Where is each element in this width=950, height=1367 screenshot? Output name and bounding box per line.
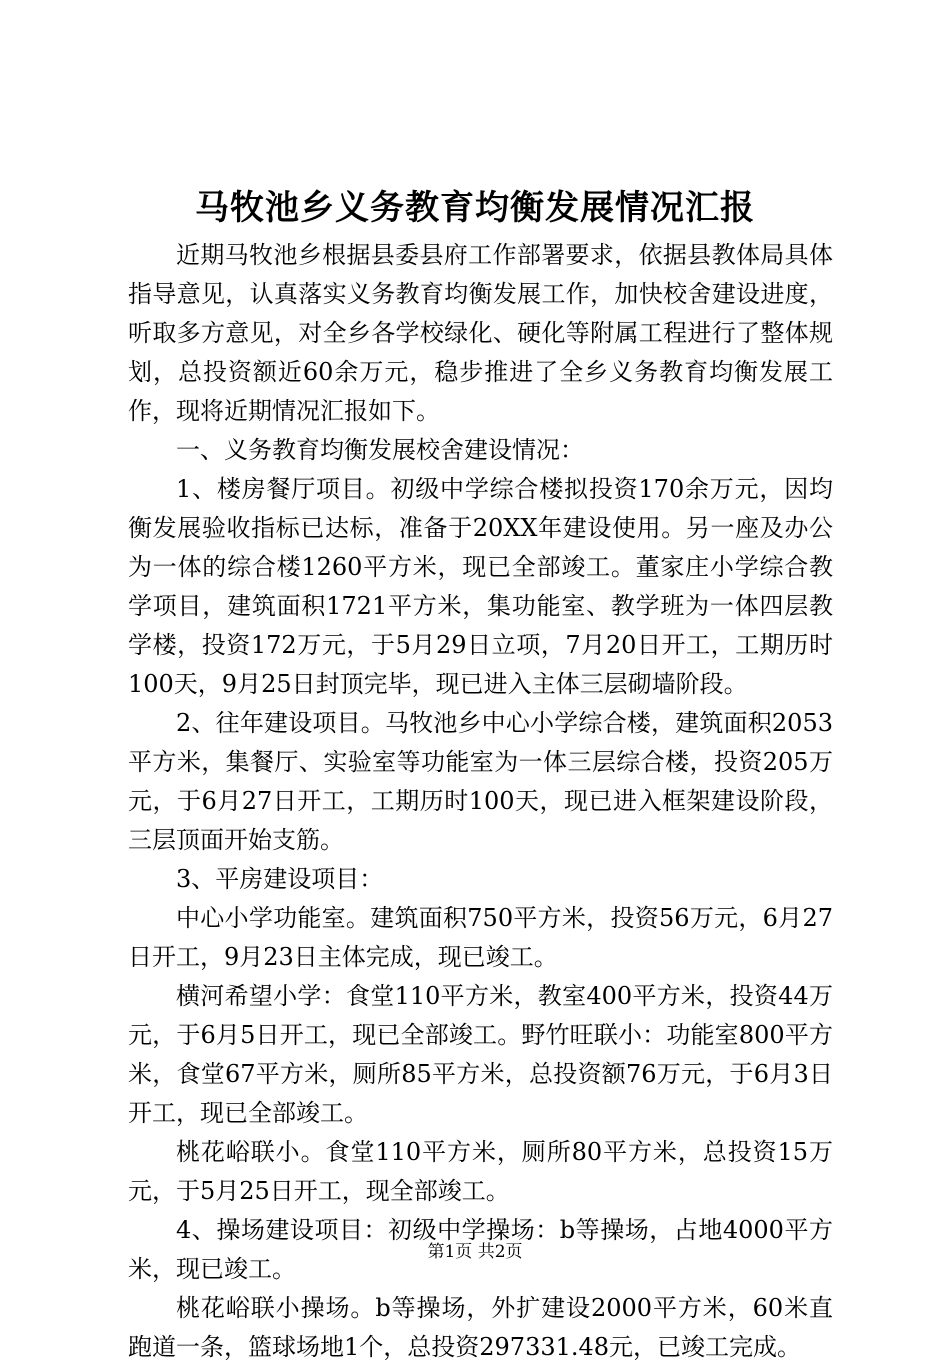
paragraph-item-2: 2、往年建设项目。马牧池乡中心小学综合楼，建筑面积2053平方米，集餐厅、实验室等功能室为一体三层综合楼，投资205万元，于6月27日开工，工期历时100天，现已进入框架建设阶段，三层顶面开始支筋。 — [128, 709, 833, 854]
paragraph-item-4: 4、操场建设项目：初级中学操场：b等操场，占地4000平方米，现已竣工。 — [128, 1216, 833, 1283]
paragraph-taohuayu-playground: 桃花峪联小操场。b等操场，外扩建设2000平方米，60米直跑道一条，篮球场地1个，总投资297331.48元，已竣工完成。 — [128, 1294, 833, 1361]
paragraph-henghe-school: 横河希望小学：食堂110平方米，教室400平方米，投资44万元，于6月5日开工，现已全部竣工。野竹旺联小：功能室800平方米，食堂67平方米，厕所85平方米，总投资额76万元，于6月3日开工，现已全部竣工。 — [128, 982, 833, 1127]
paragraph-function-rooms: 中心小学功能室。建筑面积750平方米，投资56万元，6月27日开工，9月23日主体完成，现已竣工。 — [128, 904, 833, 971]
paragraph-item-3: 3、平房建设项目： — [176, 865, 384, 893]
document-body — [128, 236, 833, 1367]
section-heading: 一、义务教育均衡发展校舍建设情况： — [176, 436, 584, 464]
page-number: 第1页 共2页 — [427, 1242, 523, 1262]
document-title: 马牧池乡义务教育均衡发展情况汇报 — [195, 188, 755, 228]
paragraph-intro: 近期马牧池乡根据县委县府工作部署要求，依据县教体局具体指导意见，认真落实义务教育均衡发展工作，加快校舍建设进度，听取多方意见，对全乡各学校绿化、硬化等附属工程进行了整体规划，总投资额近60余万元，稳步推进了全乡义务教育均衡发展工作，现将近期情况汇报如下。 — [128, 241, 833, 425]
paragraph-item-1: 1、楼房餐厅项目。初级中学综合楼拟投资170余万元，因均衡发展验收指标已达标，准备于20XX年建设使用。另一座及办公为一体的综合楼1260平方米，现已全部竣工。董家庄小学综合教学项目，建筑面积1721平方米，集功能室、教学班为一体四层教学楼，投资172万元，于5月29日立项，7月20日开工，工期历时100天，9月25日封顶完毕，现已进入主体三层砌墙阶段。 — [128, 475, 833, 698]
paragraph-taohuayu-school: 桃花峪联小。食堂110平方米，厕所80平方米，总投资15万元，于5月25日开工，现全部竣工。 — [128, 1138, 833, 1205]
